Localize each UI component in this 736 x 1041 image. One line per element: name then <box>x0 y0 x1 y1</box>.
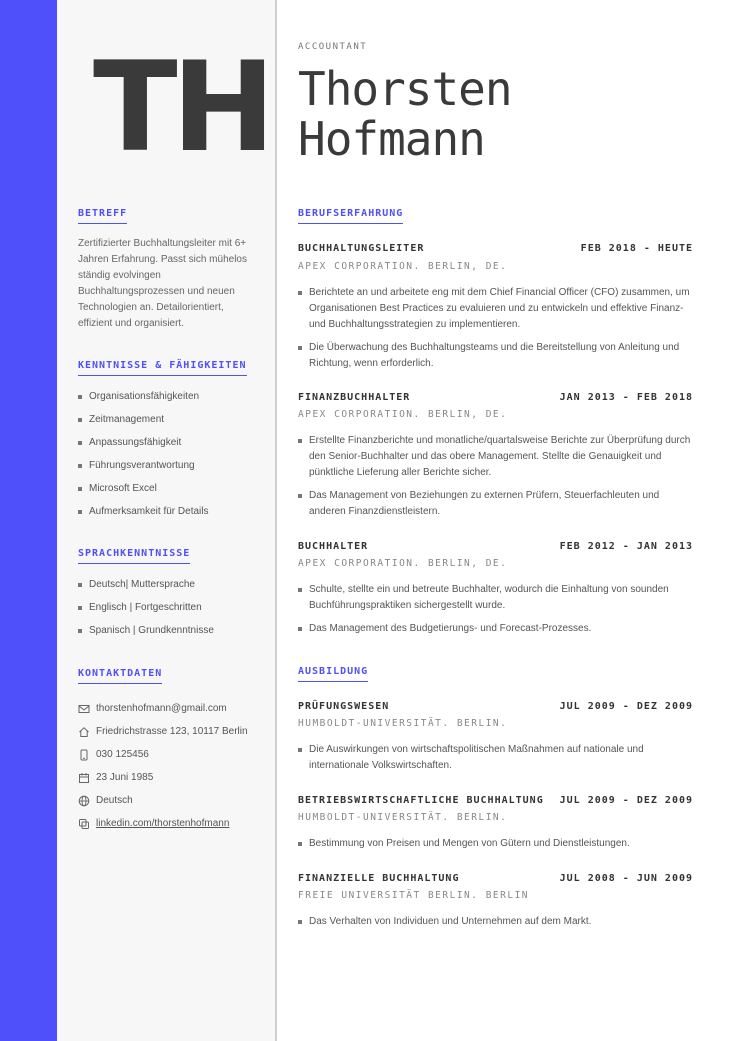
job-title: BUCHHALTUNGSLEITER <box>298 243 425 254</box>
education-dates: JUL 2009 - DEZ 2009 <box>559 795 693 806</box>
phone-text[interactable]: 030 125456 <box>96 748 149 760</box>
education-bullets <box>298 836 698 859</box>
bullet-item: Die Überwachung des Buchhaltungsteams und die Bereitstellung von Anleitung und Richtung, wenn erforderlich. <box>298 340 698 372</box>
accent-stripe <box>0 0 57 1041</box>
nationality-text: Deutsch <box>96 794 133 806</box>
language-item: Spanisch | Grundkenntnisse <box>78 624 214 647</box>
mail-icon <box>78 703 90 715</box>
language-item: Englisch | Fortgeschritten <box>78 601 214 624</box>
job-bullets <box>298 433 698 527</box>
last-name: Hofmann <box>298 112 485 166</box>
contact-heading: KONTAKTDATEN <box>78 668 162 684</box>
phone-icon <box>78 749 90 761</box>
bullet-item: Das Management des Budgetierungs- und Forecast-Prozesses. <box>298 621 698 637</box>
job-dates: JAN 2013 - FEB 2018 <box>559 392 693 403</box>
contact-email[interactable] <box>78 697 248 720</box>
role-label: ACCOUNTANT <box>298 42 368 52</box>
skill-item: Microsoft Excel <box>78 482 208 505</box>
job-org: APEX CORPORATION. BERLIN, DE. <box>298 409 508 420</box>
home-icon <box>78 726 90 738</box>
contact-nationality <box>78 789 248 812</box>
job-title: FINANZBUCHHALTER <box>298 392 411 403</box>
job-org: APEX CORPORATION. BERLIN, DE. <box>298 558 508 569</box>
initials-monogram: TH <box>93 36 270 180</box>
education-dates: JUL 2009 - DEZ 2009 <box>559 701 693 712</box>
skills-list <box>78 390 208 528</box>
job-bullets <box>298 285 698 379</box>
linkedin-link[interactable]: linkedin.com/thorstenhofmann <box>96 817 230 829</box>
skill-item: Anpassungsfähigkeit <box>78 436 208 459</box>
contact-linkedin[interactable] <box>78 812 248 835</box>
bullet-item: Schulte, stellte ein und betreute Buchhalter, wodurch die Einhaltung von sounden Buchführungspraktiken sichergestellt wurde. <box>298 582 698 614</box>
education-heading: AUSBILDUNG <box>298 666 368 682</box>
column-divider <box>275 0 277 1041</box>
education-org: FREIE UNIVERSITÄT BERLIN. BERLIN <box>298 890 530 901</box>
globe-icon <box>78 795 90 807</box>
languages-list <box>78 578 214 647</box>
contact-birthdate <box>78 766 248 789</box>
bullet-item: Die Auswirkungen von wirtschaftspolitischen Maßnahmen auf nationale und internationale Volkswirtschaften. <box>298 742 698 774</box>
skill-item: Zeitmanagement <box>78 413 208 436</box>
skill-item: Führungsverantwortung <box>78 459 208 482</box>
bullet-item: Berichtete an und arbeitete eng mit dem Chief Financial Officer (CFO) zusammen, um Organisationen Best Practices zu evaluieren und zu entwickeln und effektive Finanz- und Buchhaltungsstrategien zu implementieren. <box>298 285 698 333</box>
education-bullets <box>298 914 698 937</box>
skill-item: Organisationsfähigkeiten <box>78 390 208 413</box>
education-title: FINANZIELLE BUCHHALTUNG <box>298 873 460 884</box>
address-text: Friedrichstrasse 123, 10117 Berlin <box>96 725 248 737</box>
job-dates: FEB 2018 - HEUTE <box>580 243 693 254</box>
experience-heading: BERUFSERFAHRUNG <box>298 208 403 224</box>
summary-heading: BETREFF <box>78 208 127 224</box>
linkedin-icon <box>78 818 90 830</box>
education-org: HUMBOLDT-UNIVERSITÄT. BERLIN. <box>298 718 508 729</box>
bullet-item: Bestimmung von Preisen und Mengen von Gütern und Dienstleistungen. <box>298 836 698 852</box>
education-title: PRÜFUNGSWESEN <box>298 701 390 712</box>
education-title: BETRIEBSWIRTSCHAFTLICHE BUCHHALTUNG <box>298 795 544 806</box>
languages-heading: SPRACHKENNTNISSE <box>78 548 190 564</box>
birthdate-text: 23 Juni 1985 <box>96 771 154 783</box>
education-dates: JUL 2008 - JUN 2009 <box>559 873 693 884</box>
education-bullets <box>298 742 698 781</box>
calendar-icon <box>78 772 90 784</box>
job-dates: FEB 2012 - JAN 2013 <box>559 541 693 552</box>
contact-phone[interactable] <box>78 743 248 766</box>
bullet-item: Erstellte Finanzberichte und monatliche/quartalsweise Berichte zur Überprüfung durch den Senior-Buchhalter und das obere Management. Stellte die Genauigkeit und pünktliche Lieferung aller Berichte sicher. <box>298 433 698 481</box>
skills-heading: KENNTNISSE & FÄHIGKEITEN <box>78 360 247 376</box>
job-bullets <box>298 582 698 644</box>
bullet-item: Das Verhalten von Individuen und Unternehmen auf dem Markt. <box>298 914 698 930</box>
job-org: APEX CORPORATION. BERLIN, DE. <box>298 261 508 272</box>
skill-item: Aufmerksamkeit für Details <box>78 505 208 528</box>
full-name <box>298 64 512 164</box>
summary-text: Zertifizierter Buchhaltungsleiter mit 6+ Jahren Erfahrung. Passt sich mühelos ständig evolvingen Buchhaltungsprozessen und neuen Technologien an. Detailorientiert, effizient und organisiert. <box>78 238 247 329</box>
education-org: HUMBOLDT-UNIVERSITÄT. BERLIN. <box>298 812 508 823</box>
bullet-item: Das Management von Beziehungen zu externen Prüfern, Steuerfachleuten und anderen Finanzdienstleistern. <box>298 488 698 520</box>
language-item: Deutsch| Muttersprache <box>78 578 214 601</box>
first-name: Thorsten <box>298 62 512 116</box>
job-title: BUCHHALTER <box>298 541 369 552</box>
contact-address <box>78 720 248 743</box>
email-text[interactable]: thorstenhofmann@gmail.com <box>96 702 227 714</box>
contact-list <box>78 697 248 835</box>
